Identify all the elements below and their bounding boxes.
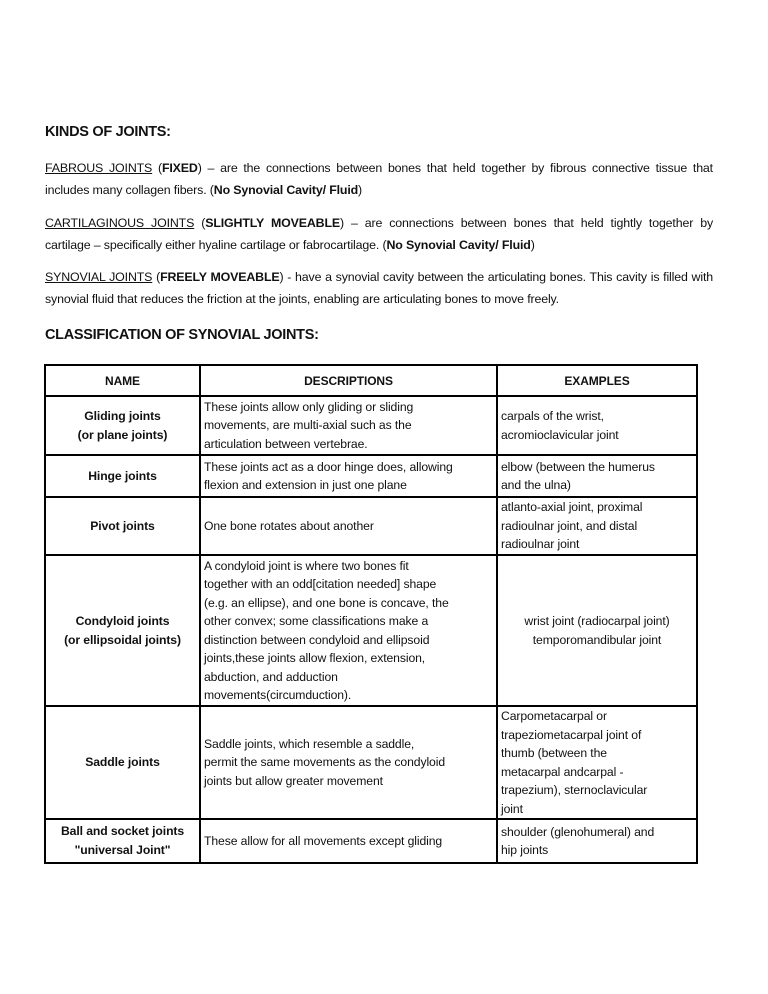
desc-line: movements(circumduction). xyxy=(204,688,352,702)
synovial-paragraph xyxy=(45,266,713,310)
desc-line: abduction, and adduction xyxy=(204,669,338,684)
ex-line: shoulder (glenohumeral) and xyxy=(501,824,655,839)
desc-line: distinction between condyloid and ellipsoid xyxy=(204,632,430,647)
row-description xyxy=(200,706,497,819)
ex-line: Carpometacarpal or xyxy=(501,709,607,723)
row-name xyxy=(45,555,200,706)
row-description xyxy=(200,819,497,863)
ex-line: and the ulna) xyxy=(501,478,571,492)
table-row xyxy=(45,497,697,555)
ex-line: temporomandibular joint xyxy=(532,632,662,647)
fibrous-text: ) – are the connections between bones that held together by fibrous connective tissue that includes many collagen fibers. ( xyxy=(45,161,713,197)
name-line: Condyloid joints xyxy=(75,613,170,628)
header-examples: EXAMPLES xyxy=(497,365,697,396)
desc-line: These joints allow only gliding or sliding xyxy=(204,399,414,414)
table-row xyxy=(45,819,697,863)
ex-line: atlanto-axial joint, proximal xyxy=(501,500,643,515)
row-name xyxy=(45,497,200,555)
header-name: NAME xyxy=(45,365,200,396)
table-header-row xyxy=(45,365,697,396)
fibrous-open: ( xyxy=(152,161,162,175)
fibrous-type: FIXED xyxy=(161,161,198,175)
desc-line: A condyloid joint is where two bones fit xyxy=(204,558,409,573)
synovial-open: ( xyxy=(152,270,161,284)
cartilaginous-paragraph xyxy=(45,212,713,256)
ex-line: acromioclavicular joint xyxy=(501,427,619,442)
cartilaginous-open: ( xyxy=(194,216,206,230)
desc-line: other convex; some classifications make a xyxy=(204,614,429,628)
row-name xyxy=(45,455,200,497)
row-name xyxy=(45,819,200,863)
fibrous-close: ) xyxy=(358,183,363,197)
ex-line: carpals of the wrist, xyxy=(501,409,604,423)
cartilaginous-close: ) xyxy=(530,238,535,252)
row-name xyxy=(45,396,200,455)
cartilaginous-type: SLIGHTLY MOVEABLE xyxy=(205,216,340,230)
synovial-type: FREELY MOVEABLE xyxy=(160,270,280,284)
synovial-title: SYNOVIAL JOINTS xyxy=(45,270,153,284)
ex-line: joint xyxy=(501,801,523,816)
row-examples xyxy=(497,396,697,455)
cartilaginous-text: ) – are connections between bones that held tightly together by cartilage – specifically either hyaline cartilage or fabrocartilage. ( xyxy=(45,216,713,252)
row-examples xyxy=(497,706,697,819)
table-row xyxy=(45,396,697,455)
row-description xyxy=(200,396,497,455)
name-line: (or plane joints) xyxy=(77,427,168,442)
desc-line: Saddle joints, which resemble a saddle, xyxy=(204,736,415,751)
ex-line: thumb (between the xyxy=(501,746,607,760)
name-line: Pivot joints xyxy=(90,518,155,533)
desc-line: (e.g. an ellipse), and one bone is concave, the xyxy=(204,595,449,610)
ex-line: trapeziometacarpal joint of xyxy=(501,727,642,742)
row-examples xyxy=(497,819,697,863)
name-line: Saddle joints xyxy=(85,755,160,769)
kinds-heading: KINDS OF JOINTS: xyxy=(45,124,171,140)
desc-line: permit the same movements as the condyloid xyxy=(204,755,446,770)
desc-line: flexion and extension in just one plane xyxy=(204,478,407,492)
row-description xyxy=(200,497,497,555)
ex-line: elbow (between the humerus xyxy=(501,459,655,474)
row-name xyxy=(45,706,200,819)
cartilaginous-title: CARTILAGINOUS JOINTS xyxy=(45,216,195,230)
desc-line: These allow for all movements except gliding xyxy=(204,833,443,848)
row-description xyxy=(200,555,497,706)
ex-line: trapezium), sternoclavicular xyxy=(501,783,648,797)
row-examples xyxy=(497,455,697,497)
synovial-text: ) - have a synovial cavity between the articulating bones. This cavity is filled with synovial fluid that reduces the friction at the joints, enabling are articulating bones to move freely. xyxy=(45,270,713,306)
row-description xyxy=(200,455,497,497)
header-descriptions: DESCRIPTIONS xyxy=(200,365,497,396)
desc-line: One bone rotates about another xyxy=(204,518,374,533)
ex-line: metacarpal andcarpal - xyxy=(501,764,624,779)
table-row xyxy=(45,706,697,819)
desc-line: together with an odd[citation needed] shape xyxy=(204,577,437,591)
synovial-joints-table xyxy=(44,364,698,864)
cartilaginous-note: No Synovial Cavity/ Fluid xyxy=(386,238,531,252)
desc-line: articulation between vertebrae. xyxy=(204,436,368,451)
fibrous-title: FABROUS JOINTS xyxy=(45,161,153,175)
name-line: Ball and socket joints xyxy=(60,824,185,838)
name-line: Gliding joints xyxy=(84,408,161,423)
desc-line: joints,these joints allow flexion, extension, xyxy=(204,651,426,665)
ex-line: wrist joint (radiocarpal joint) xyxy=(524,614,670,628)
desc-line: These joints act as a door hinge does, allowing xyxy=(204,459,453,474)
fibrous-note: No Synovial Cavity/ Fluid xyxy=(213,183,359,197)
table-row xyxy=(45,455,697,497)
fibrous-paragraph xyxy=(45,157,713,201)
row-examples xyxy=(497,555,697,706)
table-row xyxy=(45,555,697,706)
ex-line: radioulnar joint xyxy=(501,537,580,552)
name-line: "universal Joint" xyxy=(74,843,171,857)
row-examples xyxy=(497,497,697,555)
classification-heading: CLASSIFICATION OF SYNOVIAL JOINTS: xyxy=(45,327,319,343)
ex-line: radioulnar joint, and distal xyxy=(501,518,638,533)
desc-line: joints but allow greater movement xyxy=(204,773,383,788)
ex-line: hip joints xyxy=(501,843,549,857)
name-line: Hinge joints xyxy=(88,468,157,483)
desc-line: movements, are multi-axial such as the xyxy=(204,418,412,433)
name-line: (or ellipsoidal joints) xyxy=(64,632,181,647)
